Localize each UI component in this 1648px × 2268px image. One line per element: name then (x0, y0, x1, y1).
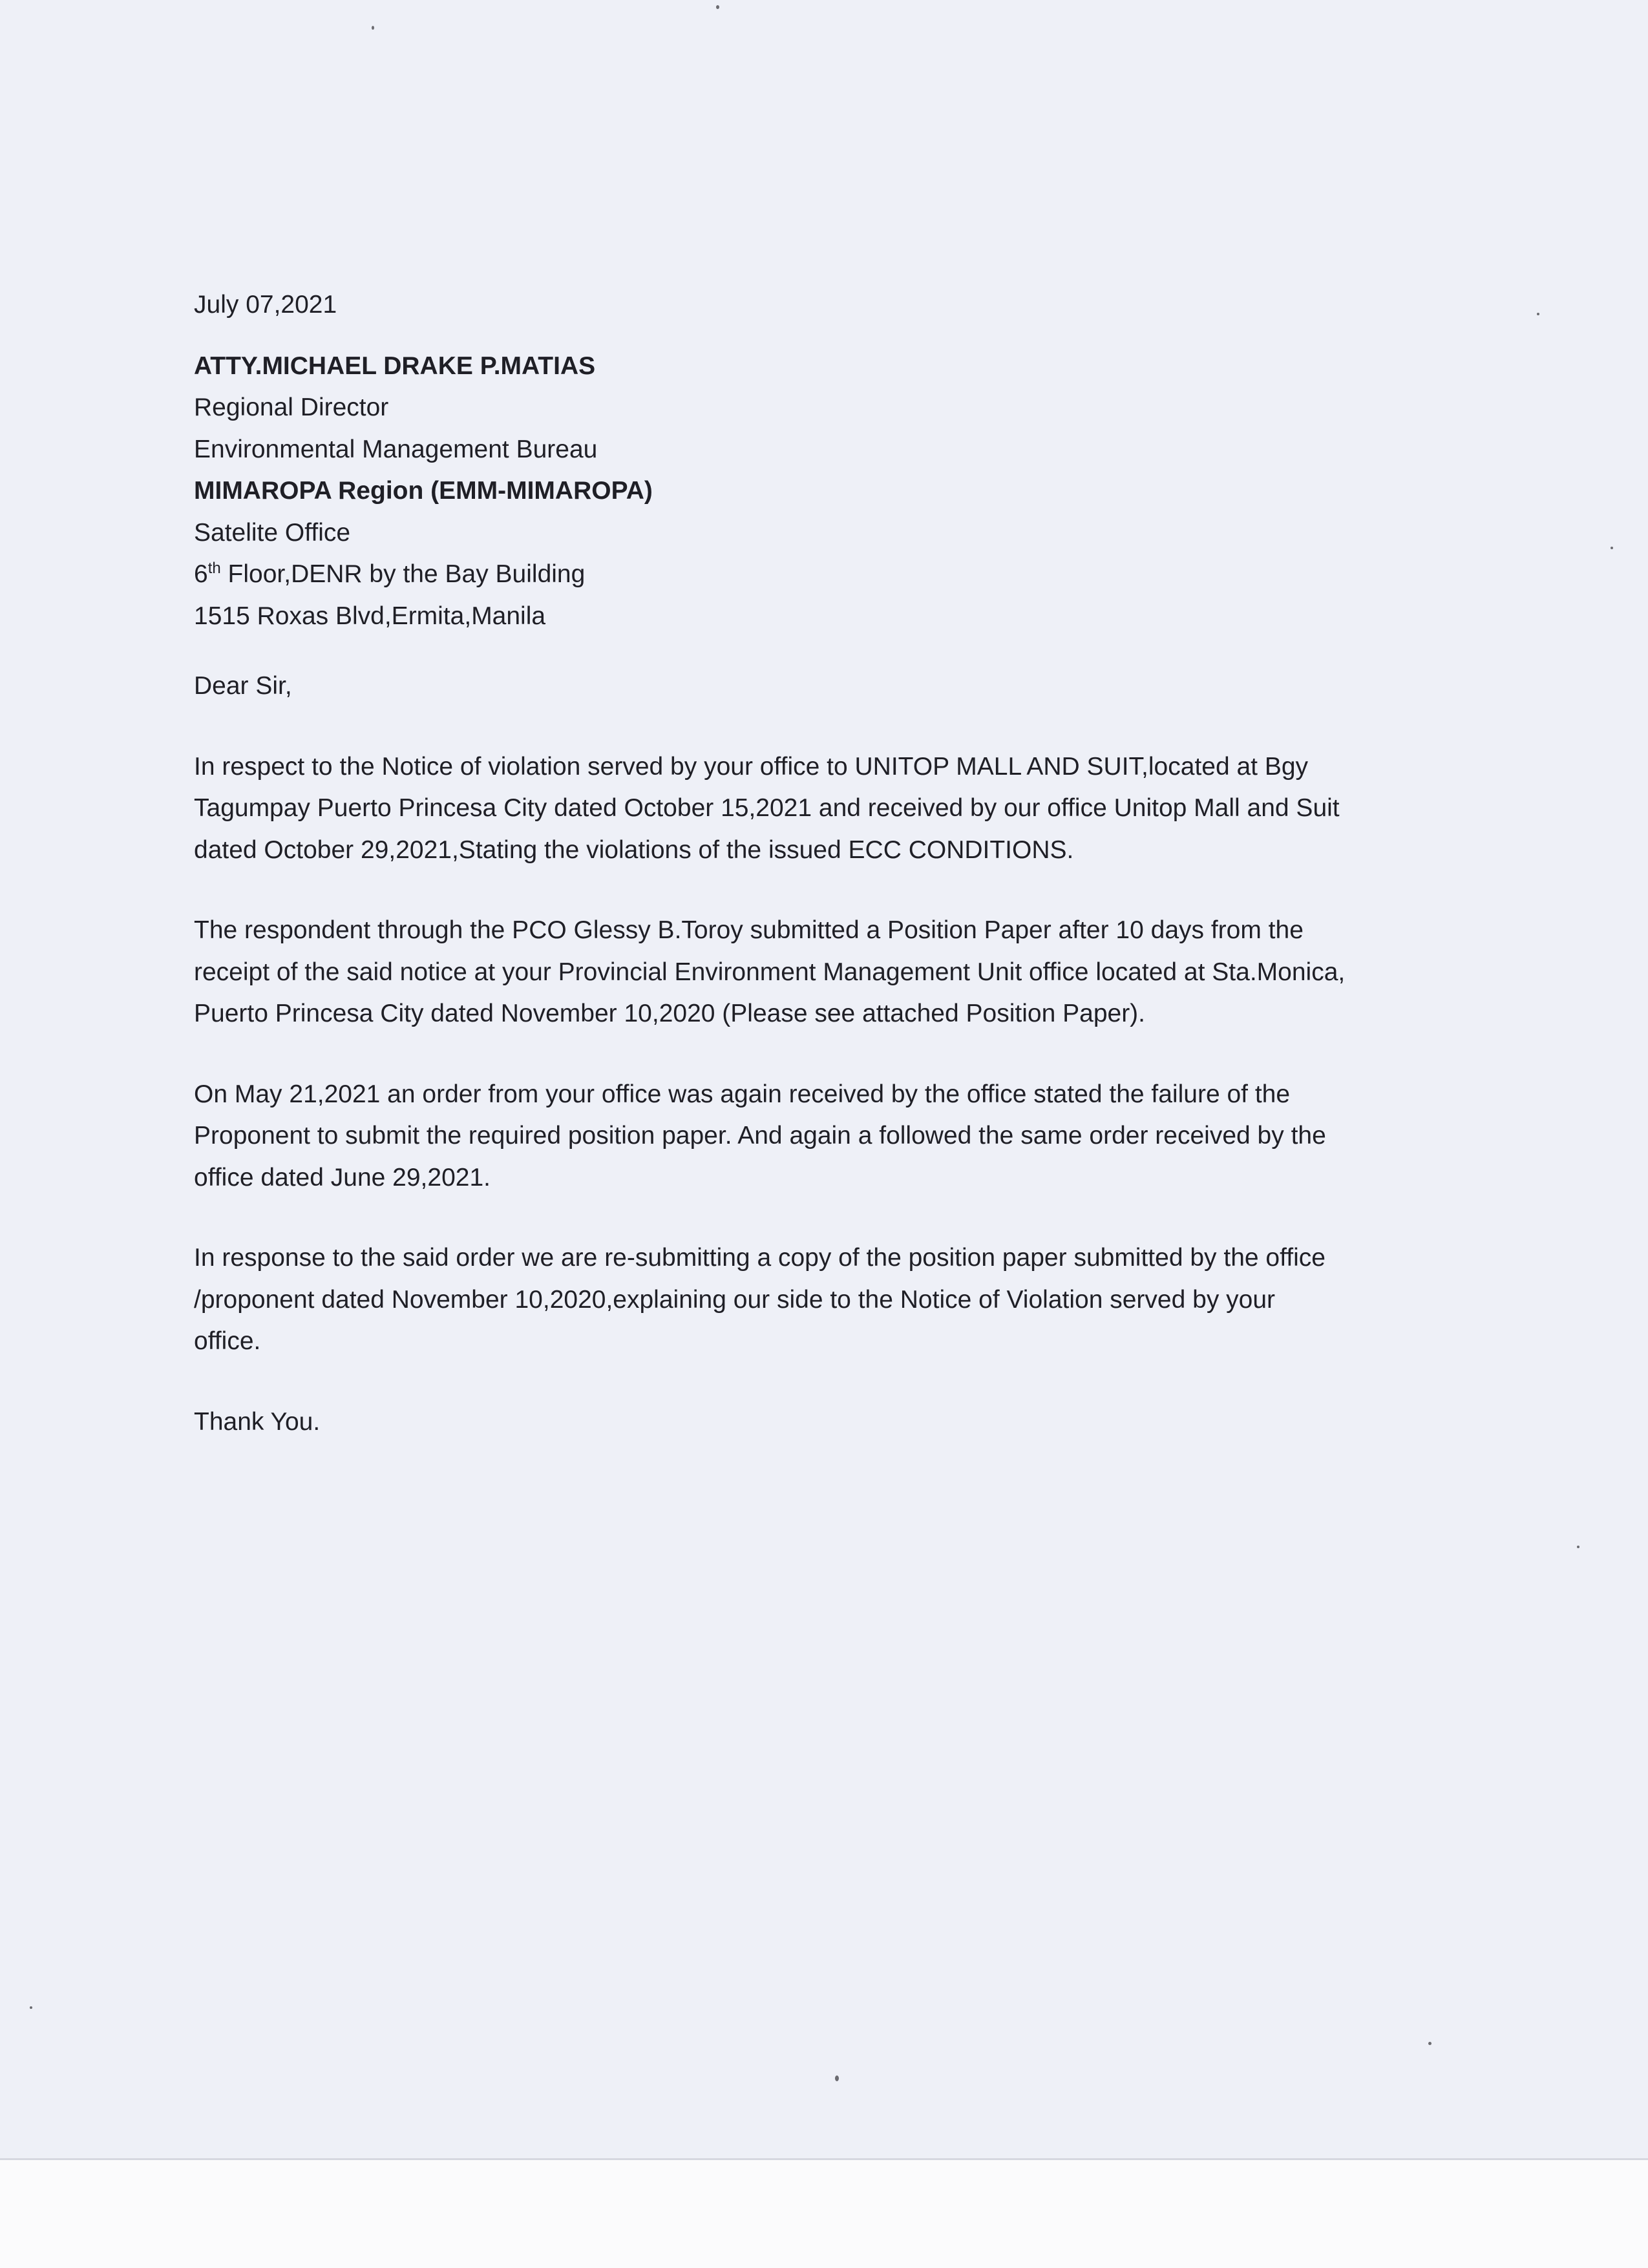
paragraph-line: The respondent through the PCO Glessy B.Toroy submitted a Position Paper after 10 days from the (194, 916, 1304, 944)
recipient-floor (194, 554, 1474, 596)
salutation-text: Dear Sir, (194, 672, 292, 700)
paragraph-line: /proponent dated November 10,2020,explaining our side to the Notice of Violation served by your (194, 1285, 1276, 1314)
paragraph-notice (194, 746, 1474, 872)
letter-date (194, 284, 1474, 326)
letter-body (194, 284, 1474, 1443)
floor-building: Floor,DENR by the Bay Building (220, 560, 586, 588)
paragraph-line: office dated June 29,2021. (194, 1163, 491, 1192)
paragraph-line: receipt of the said notice at your Provincial Environment Management Unit office located at Sta.Monica, (194, 958, 1346, 986)
paragraph-line: Puerto Princesa City dated November 10,2020 (Please see attached Position Paper). (194, 1000, 1146, 1027)
scan-speck (835, 2075, 839, 2081)
recipient-street: 1515 Roxas Blvd,Ermita,Manila (194, 602, 546, 630)
recipient-address (194, 346, 1474, 638)
floor-number: 6 (194, 560, 208, 588)
paragraph-line: Tagumpay Puerto Princesa City dated October 15,2021 and received by our office Unitop Mall and Suit (194, 794, 1340, 822)
paragraph-line: office. (194, 1327, 261, 1355)
scan-speck (1428, 2042, 1431, 2045)
paragraph-line: Proponent to submit the required position paper. And again a followed the same order received by the (194, 1122, 1326, 1150)
scan-speck (716, 5, 719, 9)
scan-speck (1611, 547, 1613, 549)
paragraph-line: In respect to the Notice of violation served by your office to UNITOP MALL AND SUIT,located at Bgy (194, 752, 1309, 781)
closing (194, 1402, 1474, 1444)
floor-suffix: th (207, 560, 221, 577)
recipient-bureau: Environmental Management Bureau (194, 435, 598, 463)
paragraph-line: dated October 29,2021,Stating the violations of the issued ECC CONDITIONS. (194, 835, 1074, 864)
scan-speck (372, 26, 374, 30)
paragraph-line: On May 21,2021 an order from your office was again received by the office stated the failure of the (194, 1080, 1291, 1108)
date-text: July 07,2021 (194, 291, 337, 319)
recipient-title: Regional Director (194, 394, 389, 421)
scan-speck (1537, 313, 1539, 315)
paragraph-respondent (194, 910, 1474, 1035)
recipient-region: MIMAROPA Region (EMM-MIMAROPA) (194, 477, 653, 505)
scan-speck (30, 2006, 32, 2009)
salutation (194, 666, 1474, 708)
paragraph-order (194, 1074, 1474, 1199)
paragraph-response (194, 1237, 1474, 1363)
closing-text: Thank You. (194, 1407, 321, 1436)
recipient-office: Satelite Office (194, 518, 351, 547)
scan-speck (1577, 1546, 1579, 1548)
recipient-name: ATTY.MICHAEL DRAKE P.MATIAS (194, 352, 596, 380)
paragraph-line: In response to the said order we are re-submitting a copy of the position paper submitted by the office (194, 1244, 1326, 1272)
